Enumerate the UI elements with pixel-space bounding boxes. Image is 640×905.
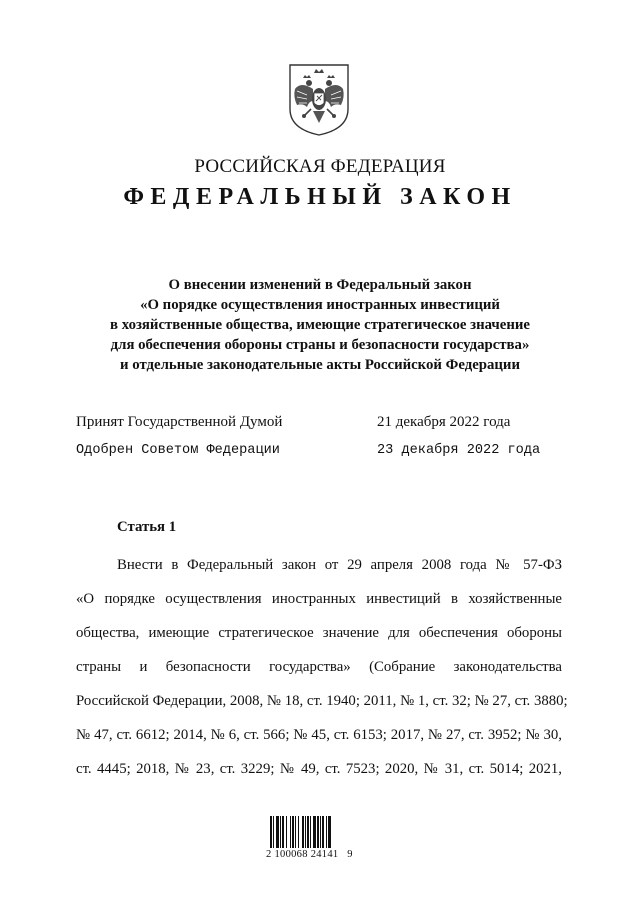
paragraph-line: Внести в Федеральный закон от 29 апреля 2008 года № 57-ФЗ: [117, 557, 562, 573]
paragraph-line: № 47, ст. 6612; 2014, № 6, ст. 566; № 45, ст. 6153; 2017, № 27, ст. 3952; № 30,: [76, 727, 562, 743]
article-heading: Статья 1: [117, 519, 177, 535]
coat-of-arms-icon: [287, 63, 351, 137]
law-title-line: О внесении изменений в Федеральный закон: [168, 277, 472, 293]
paragraph-line: «О порядке осуществления иностранных инвестиций в хозяйственные: [76, 591, 562, 607]
law-title-line: в хозяйственные общества, имеющие стратегическое значение: [110, 317, 530, 333]
barcode-digits: 2 100068 24141 9: [266, 849, 353, 860]
law-title: [0, 275, 640, 375]
paragraph-line: Российской Федерации, 2008, № 18, ст. 1940; 2011, № 1, ст. 32; № 27, ст. 3880;: [76, 693, 568, 709]
barcode-icon: [268, 814, 358, 850]
article-paragraph: [76, 548, 568, 786]
law-title-line: и отдельные законодательные акты Российской Федерации: [120, 357, 520, 373]
law-title-line: для обеспечения обороны страны и безопасности государства»: [110, 337, 530, 353]
country-name: РОССИЙСКАЯ ФЕДЕРАЦИЯ: [194, 156, 446, 177]
paragraph-line: страны и безопасности государства» (Собрание законодательства: [76, 659, 562, 675]
council-approval-label: Одобрен Советом Федерации: [76, 443, 280, 458]
duma-adoption-label: Принят Государственной Думой: [76, 414, 283, 430]
law-type-heading: ФЕДЕРАЛЬНЫЙ ЗАКОН: [123, 184, 517, 210]
paragraph-line: ст. 4445; 2018, № 23, ст. 3229; № 49, ст. 7523; 2020, № 31, ст. 5014; 2021,: [76, 761, 562, 777]
law-title-line: «О порядке осуществления иностранных инвестиций: [140, 297, 500, 313]
duma-adoption-date: 21 декабря 2022 года: [377, 414, 511, 430]
paragraph-line: общества, имеющие стратегическое значение для обеспечения обороны: [76, 625, 562, 641]
council-approval-date: 23 декабря 2022 года: [377, 443, 541, 458]
